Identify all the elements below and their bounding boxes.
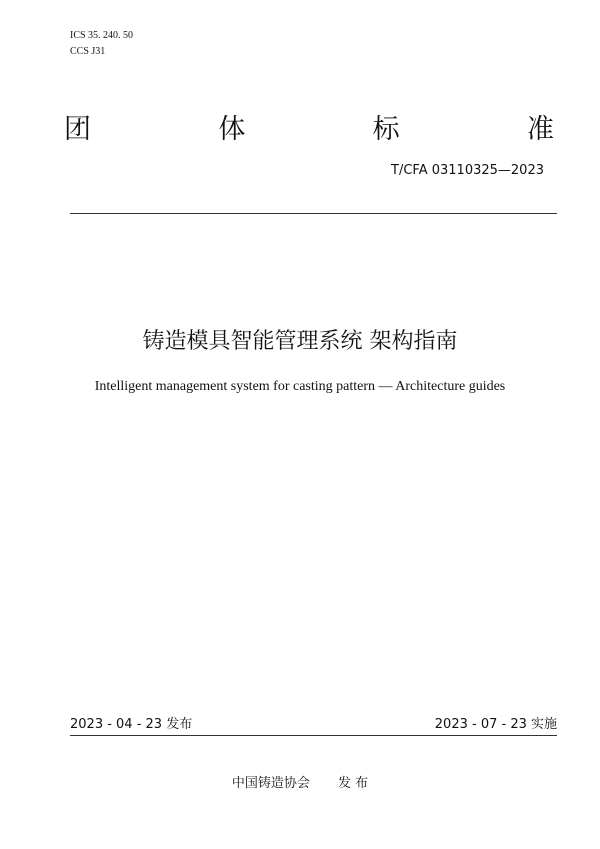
top-divider <box>70 213 557 214</box>
issue-date: 2023 - 04 - 23 发布 <box>70 717 193 732</box>
publish-action: 发 布 <box>337 776 369 791</box>
standard-type <box>64 112 554 148</box>
implementation-date: 2023 - 07 - 23 实施 <box>434 717 557 732</box>
document-title-chinese: 铸造模具智能管理系统 架构指南 <box>142 329 458 354</box>
standard-type-char: 团 <box>64 114 91 145</box>
standard-code: T/CFA 03110325—2023 <box>391 163 544 178</box>
ccs-code: CCS J31 <box>70 46 106 57</box>
document-title-english: Intelligent management system for casting pattern — Architecture guides <box>94 379 506 394</box>
standard-type-char: 标 <box>372 114 400 145</box>
standard-type-char: 准 <box>526 114 554 145</box>
bottom-divider <box>70 735 557 736</box>
standard-type-char: 体 <box>218 114 246 145</box>
publisher-name: 中国铸造协会 <box>231 776 310 791</box>
ics-code: ICS 35. 240. 50 <box>70 30 134 41</box>
publisher <box>0 775 600 793</box>
